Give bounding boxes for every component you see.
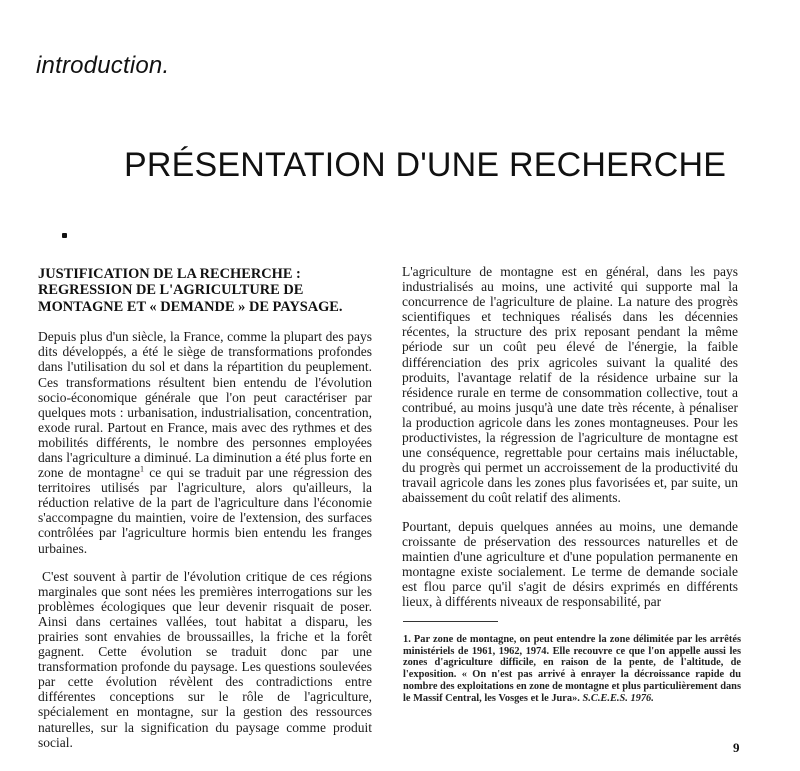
page-title: PRÉSENTATION D'UNE RECHERCHE <box>124 146 727 184</box>
left-paragraph-1-text: Depuis plus d'un siècle, la France, comme la plupart des pays dits développés, a été le siège de transformations profondes dans l'utilisation du sol et dans la répartition du peuplement. Ces transformations résultent bien entendu de l'évolution socio-économique générale que l'on peut caractériser par quelques mots : urbanisation, industrialisation, concentration, exode rural. Partout en France, mais avec des rythmes et des mobilités différents, le nombre des personnes employées dans l'agriculture a diminué. La diminution a été plus forte en zone de montagne <box>38 329 372 481</box>
footnote-source: S.C.E.E.S. 1976. <box>582 692 654 704</box>
footnote <box>403 634 741 704</box>
left-paragraph-2: C'est souvent à partir de l'évolution critique de ces régions marginales que sont nées les premières interrogations sur les problèmes écologiques que leur devenir risquait de poser. Ainsi dans certaines vallées, tout habitat a disparu, les prairies sont envahies de broussailles, la friche et la forêt gagnent. Cette évolution se traduit donc par une transformation profonde du paysage. Les questions soulevées par cette évolution révèlent des contradictions entre différentes conceptions sur le rôle de l'agriculture, spécialement en montagne, sur la gestion des ressources naturelles, sur la signification du paysage comme produit social. <box>38 568 372 750</box>
right-paragraph-2: Pourtant, depuis quelques années au moins, une demande croissante de préservation des ressources naturelles et de maintien d'une agriculture et d'une population permanente en montagne existe socialement. Le terme de demande sociale est flou parce qu'il s'agit de désirs exprimés en différents lieux, à différents niveaux de responsabilité, par <box>402 518 738 609</box>
footnote-divider <box>403 621 498 622</box>
left-column <box>38 264 372 750</box>
section-heading: JUSTIFICATION DE LA RECHERCHE : REGRESSION DE L'AGRICULTURE DE MONTAGNE ET « DEMANDE » DE PAYSAGE. <box>38 266 343 315</box>
right-paragraph-1: L'agriculture de montagne est en général, dans les pays industrialisés au moins, une activité qui supporte mal la concurrence de l'agriculture de plaine. La nature des progrès scientifiques et techniques réalisés dans les décennies récentes, la structure des prix reposant pendant la même période sur un coût peu élevé de l'énergie, la faible différenciation des prix agricoles suivant la qualité des produits, l'avantage relatif de la résidence urbaine sur la résidence rurale en terme de consommation collective, tout a contribué, au moins jusqu'à une date très récente, à pénaliser la production agricole dans les zones montagneuses. Pour les productivistes, la régression de l'agriculture de montagne est une conséquence, regrettable pour certains mais inéluctable, du progrès qui permet un accroissement de la productivité du travail agricole dans les zones plus favorisées et, par suite, un abaissement du coût relatif des aliments. <box>402 264 738 506</box>
footnote-text: 1. Par zone de montagne, on peut entendre la zone délimitée par les arrêtés ministériels de 1961, 1962, 1974. Elle recouvre ce que l'on appelle aussi les zones d'agriculture difficile, en raison de la pente, de l'altitude, de l'exposition. « On n'est pas arrivé à enrayer la décroissance rapide du nombre des exploitations en zone de montagne et plus particulièrement dans le Massif Central, les Vosges et le Jura». <box>403 634 741 704</box>
left-paragraph-1 <box>38 329 372 555</box>
right-column <box>402 264 738 609</box>
bullet-mark <box>62 233 67 238</box>
page-number: 9 <box>733 740 740 755</box>
left-paragraph-1-continuation: ce qui se traduit par une régression des territoires utilisés par l'agriculture, alors qu'ailleurs, la réduction relative de la part de l'agriculture dans l'économie s'accompagne du maintien, voire de l'extension, des surfaces contrôlées par l'agriculture hormis bien entendu les franges urbaines. <box>38 465 372 556</box>
footnote-marker: 1 <box>139 464 144 474</box>
section-label: introduction. <box>36 52 170 79</box>
